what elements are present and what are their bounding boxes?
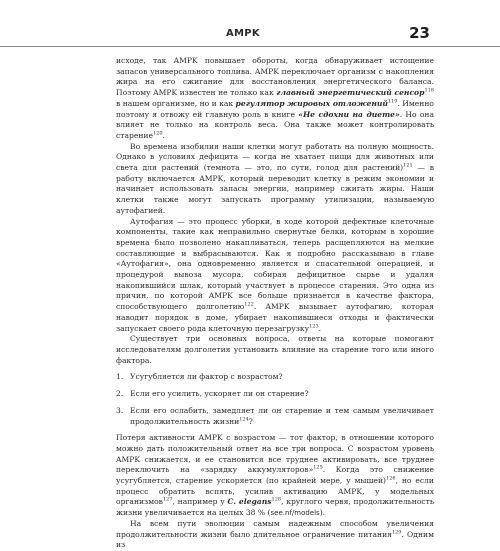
paragraph-1: исходе, так AMPK повышает обороты, когда обнаруживает истощение запасов универсального топлива. AMPK переключает организм с накопления жира на его сжигание для восстановления энергетического баланса. Поэтому AMPK известен не только как главный энергетический сенсор$^{118}$ в нашем организме, но и как регулятор жировых отложений$^{119}$. Именно поэтому я отвожу ей главную роль в книге «Не сдохни на диете». Но она влияет не только на контроль веса. Она также может контролировать старение$^{120}$. (116, 56, 434, 140)
page-number: 23 (409, 24, 430, 42)
list-item: 3. Если его ослабить, замедляет ли он старение и тем самым увеличивает продолжительность жизни$^{124}$? (116, 405, 434, 426)
paragraph-4: Существует три основных вопроса, ответы на которые помогают исследователям долголетия установить влияние на старение того или иного фактора. (116, 334, 434, 365)
page-header (0, 26, 500, 47)
list-item: 2. Если его усилить, ускоряет ли он старение? (116, 389, 309, 399)
paragraph-6: На всем пути эволюции самым надежным способом увеличения продолжительности жизни было длительное ограничение питания$^{129}$. Одним из (116, 518, 434, 550)
paragraph-2: Во времена изобилия наши клетки могут работать на полную мощность. Однако в условиях дефицита — когда не хватает пищи для животных или света для растений (темнота — это, по сути, голод для растений)$^{121}$ — в работу включается AMPK, который переводит клетку в режим экономии и начинает использовать запасы энергии, например сжигать жиры. Наши клетки также могут запускать программу утилизации, называемую аутофагией. (116, 141, 434, 215)
paragraph-5: Потеря активности AMPK с возрастом — тот фактор, в отношении которого можно дать положительный ответ на все три вопроса. С возрастом уровень AMPK снижается, и ее становится все труднее активировать, все труднее переключить на «зарядку аккумуляторов»$^{125}$. Когда это снижение усугубляется, старение ускоряется (по крайней мере, у мышей)$^{126}$, но если процесс обратить вспять, усилив активацию AMPK, у модельных организмов$^{127}$, например у C. elegans$^{128}$, круглого червя, продолжительность жизни увеличивается на целых 38 % (see.nf/models). (116, 433, 434, 518)
page-body (116, 56, 434, 551)
list-item: 1. Усугубляется ли фактор с возрастом? (116, 372, 283, 382)
reference-link[interactable]: see.nf/models (270, 509, 320, 518)
paragraph-3: Аутофагия — это процесс уборки, в ходе которой дефектные клеточные компоненты, такие как неправильно свернутые белки, которым в хорошие времена было позволено накапливаться, теперь расщепляются на мелкие составляющие и выбрасываются. Как я подробно рассказываю в главе «Аутофагия», она одновременно является и спасательной операцией, и процедурой вывоза мусора, собирая дефицитное сырье и удаляя накопившийся шлак, который участвует в процессе старения. Это одна из причин, по которой AMPK все больше признается в качестве фактора, способствующего долголетию$^{122}$. AMPK вызывает аутофагию, которая наводит порядок в доме, убирает накопившиеся отходы и фактически запускает своего рода клеточную перезагрузку$^{123}$. (116, 216, 434, 333)
running-title: AMPK (226, 28, 260, 39)
